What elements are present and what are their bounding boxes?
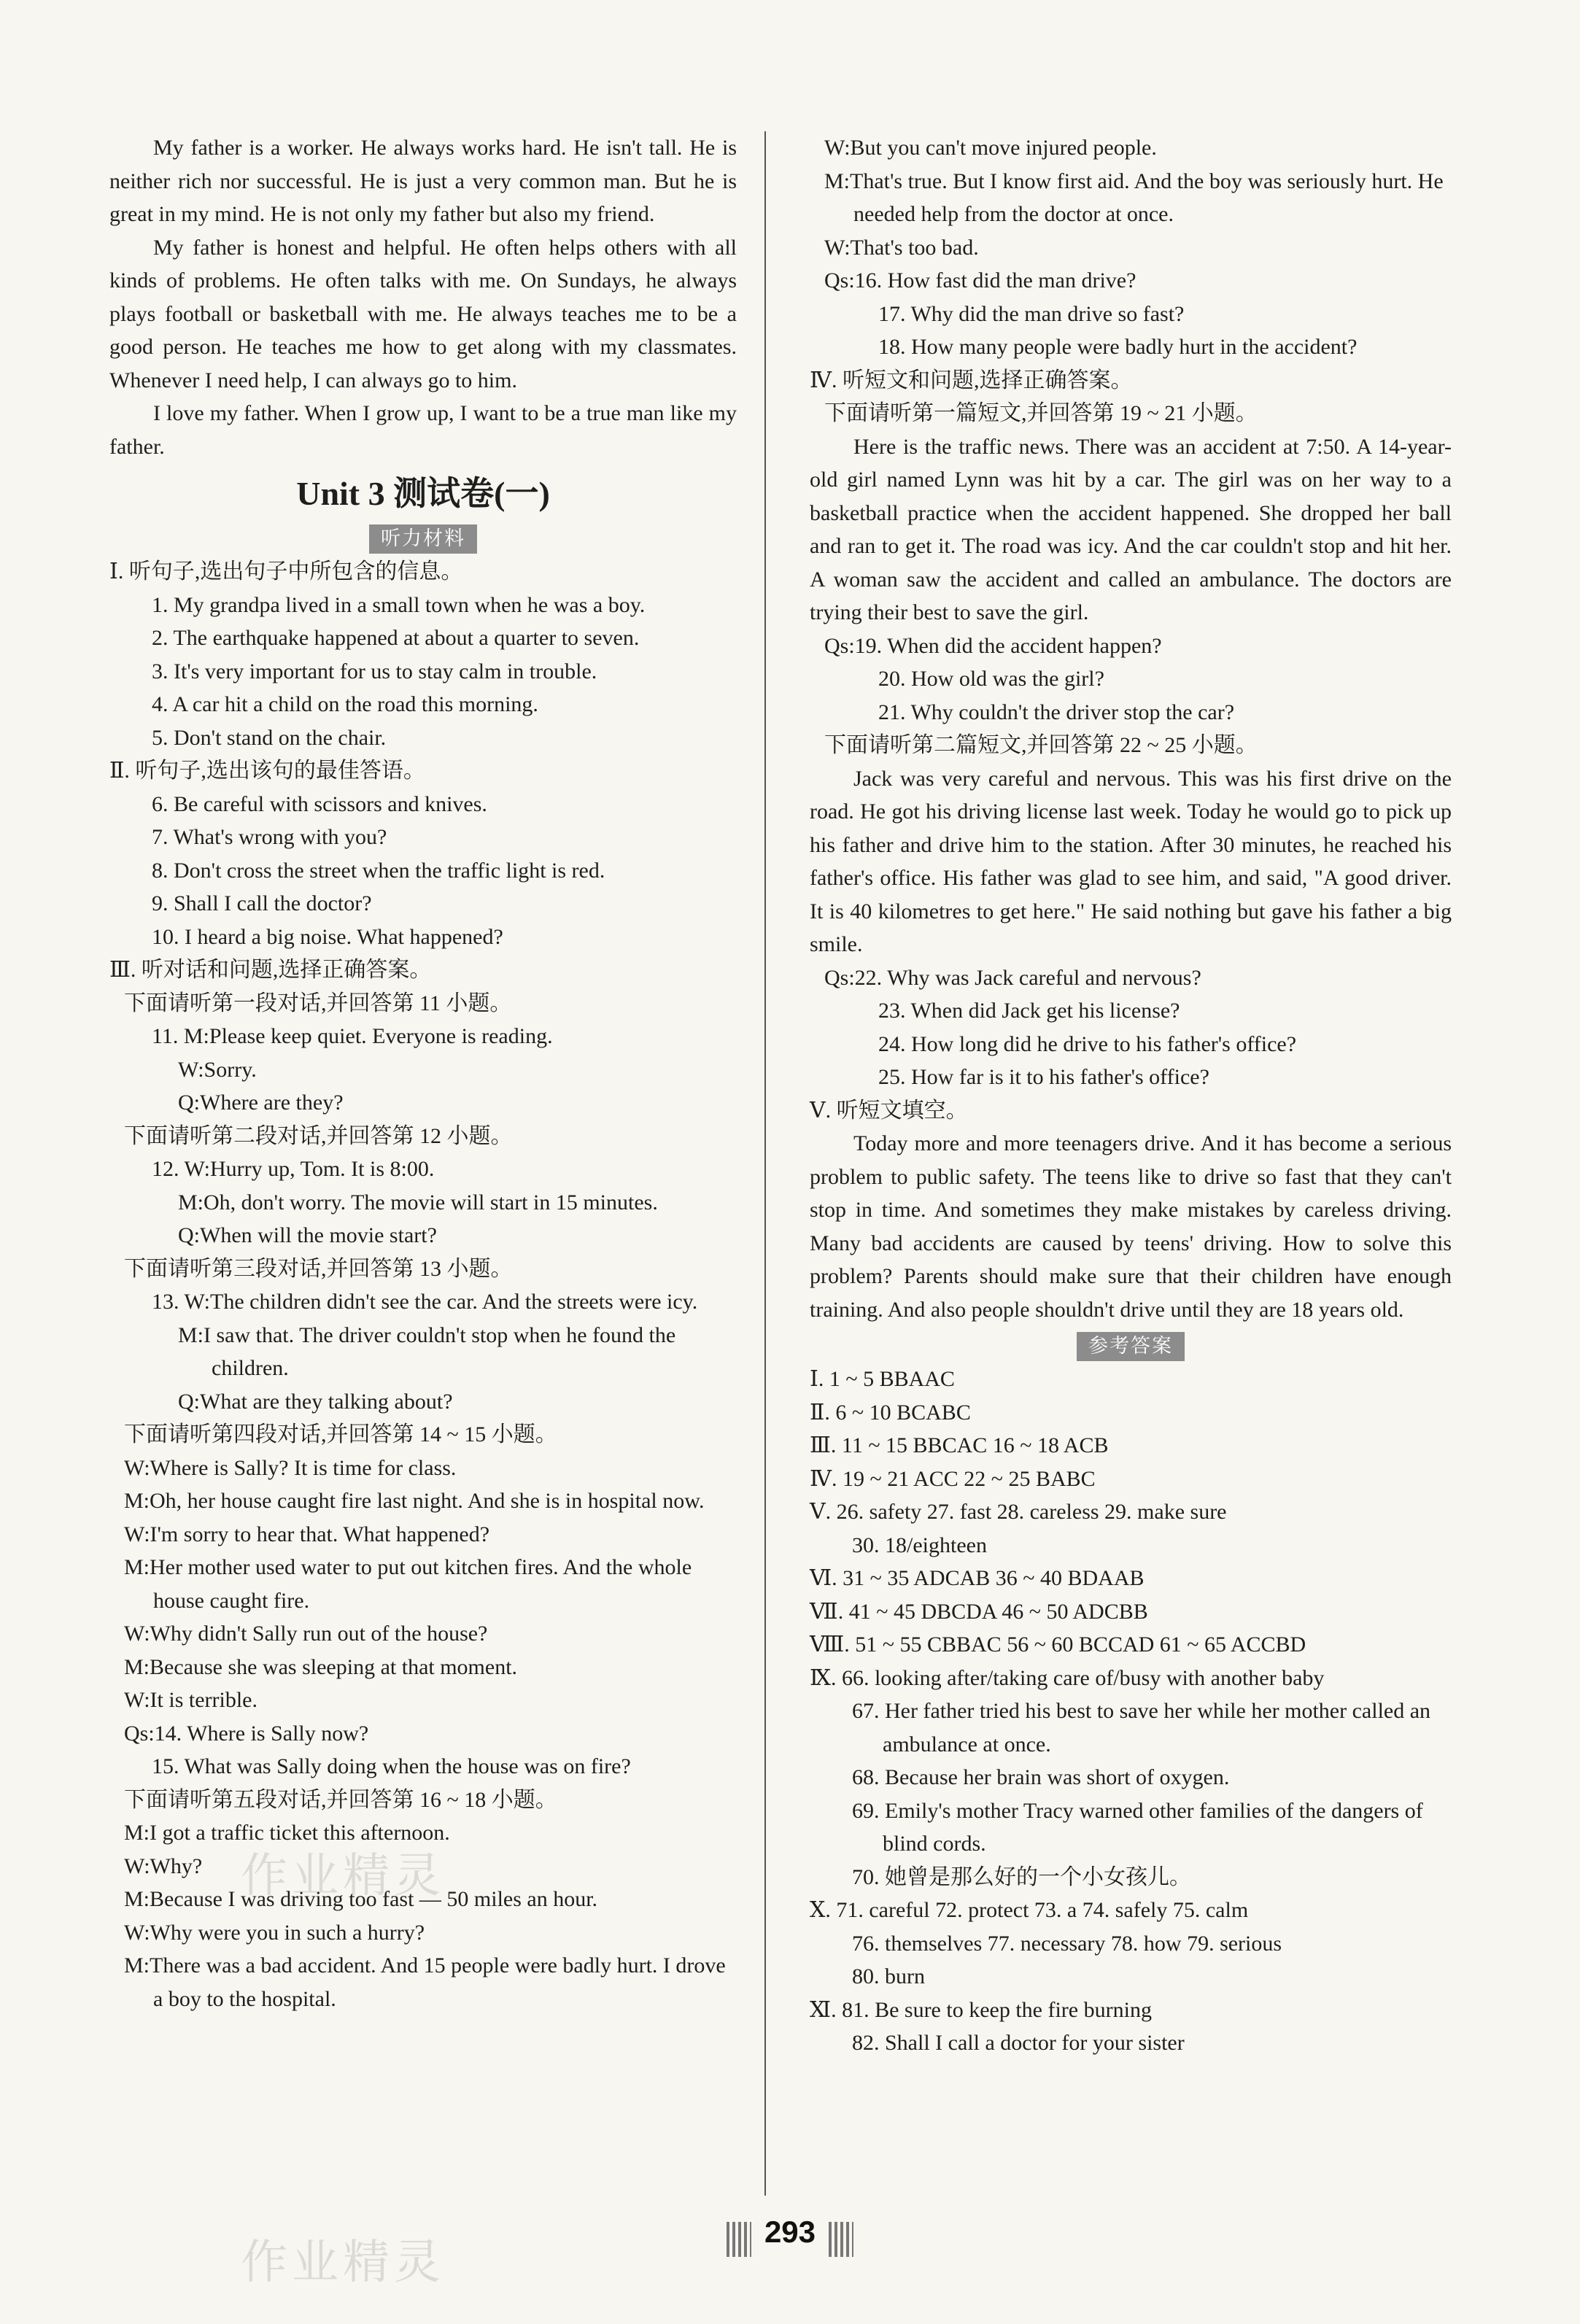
dialogue-intro: 下面请听第二段对话,并回答第 12 小题。 — [124, 1123, 513, 1148]
dialogue-line: W:Where is Sally? It is time for class. — [124, 1455, 457, 1480]
dialogue-intro: 下面请听第五段对话,并回答第 16 ~ 18 小题。 — [124, 1787, 557, 1812]
list-item: 6. Be careful with scissors and knives. — [152, 791, 487, 816]
dialogue-intro: 下面请听第四段对话,并回答第 14 ~ 15 小题。 — [124, 1422, 557, 1446]
right-column — [810, 131, 1452, 2060]
answer-line: 69. Emily's mother Tracy warned other families of the dangers of blind cords. — [852, 1798, 1423, 1856]
answer-line: Ⅳ. 19 ~ 21 ACC 22 ~ 25 BABC — [810, 1466, 1096, 1491]
dialogue-line: Q:What are they talking about? — [178, 1389, 453, 1414]
page-footer — [0, 2212, 1580, 2257]
dialogue-line: W:It is terrible. — [124, 1688, 257, 1712]
list-item: 2. The earthquake happened at about a quarter to seven. — [152, 626, 640, 650]
dialogue-line: W:Why didn't Sally run out of the house? — [124, 1622, 488, 1646]
decor-bars-left — [727, 2222, 751, 2257]
dialogue-line: M:Because she was sleeping at that moment. — [124, 1654, 518, 1679]
answer-line: Ⅸ. 66. looking after/taking care of/busy with another baby — [810, 1665, 1325, 1690]
section-heading: Ⅱ. 听句子,选出该句的最佳答语。 — [109, 759, 425, 783]
answer-line: 82. Shall I call a doctor for your sister — [852, 2031, 1185, 2055]
listening-label: 听力材料 — [369, 524, 477, 554]
answer-line: Ⅰ. 1 ~ 5 BBAAC — [810, 1367, 955, 1391]
list-item: 8. Don't cross the street when the traffic light is red. — [152, 858, 605, 883]
dialogue-intro: 下面请听第三段对话,并回答第 13 小题。 — [124, 1256, 513, 1281]
passage-text: Today more and more teenagers drive. And it has become a serious problem to public safety. The teens like to drive so fast that they can't stop in time. And sometimes they make mistakes by careless driving. Many bad accidents are caused by teens' driving. How to solve this problem? Parents should make sure that their children have enough training. And also people shouldn't drive until they are 18 years old. — [810, 1131, 1452, 1322]
dialogue-line: W:I'm sorry to hear that. What happened? — [124, 1522, 490, 1546]
unit-title: Unit 3 测试卷(一) — [296, 475, 550, 512]
passage-text: Jack was very careful and nervous. This was his first drive on the road. He got his driving license last week. Today he would go to pick up his father and drive him to the station. After 30 minutes, he reached his father's office. His father was glad to see him, and said, "A good driver. It is 40 kilometres to get here." He said nothing but gave his father a big smile. — [810, 766, 1452, 956]
question-line: 20. How old was the girl? — [878, 667, 1104, 691]
dialogue-line: 11. M:Please keep quiet. Everyone is reading. — [152, 1024, 553, 1048]
section-heading: Ⅴ. 听短文填空。 — [810, 1098, 968, 1123]
question-line: Qs:14. Where is Sally now? — [124, 1721, 369, 1746]
dialogue-line: W:Why? — [124, 1854, 203, 1878]
answer-line: Ⅹ. 71. careful 72. protect 73. a 74. safely 75. calm — [810, 1898, 1249, 1922]
answer-line: Ⅶ. 41 ~ 45 DBCDA 46 ~ 50 ADCBB — [810, 1599, 1148, 1624]
list-item: 7. What's wrong with you? — [152, 825, 387, 849]
dialogue-line: Q:When will the movie start? — [178, 1223, 437, 1247]
section-heading: Ⅰ. 听句子,选出句子中所包含的信息。 — [109, 559, 463, 584]
answer-line: 80. burn — [852, 1964, 925, 1988]
column-divider — [764, 131, 766, 2196]
question-line: 25. How far is it to his father's office? — [878, 1065, 1209, 1089]
dialogue-line: M:Oh, don't worry. The movie will start in 15 minutes. — [178, 1190, 658, 1215]
question-line: 15. What was Sally doing when the house was on fire? — [152, 1754, 631, 1778]
dialogue-line: M:Oh, her house caught fire last night. And she is in hospital now. — [124, 1489, 705, 1513]
left-column — [109, 131, 737, 2015]
section-heading: Ⅳ. 听短文和问题,选择正确答案。 — [810, 368, 1133, 392]
dialogue-line: Q:Where are they? — [178, 1091, 344, 1115]
answer-line: 76. themselves 77. necessary 78. how 79. serious — [852, 1931, 1282, 1956]
dialogue-line: M:I got a traffic ticket this afternoon. — [124, 1821, 450, 1845]
passage-text: Here is the traffic news. There was an accident at 7:50. A 14-year-old girl named Lynn was hit by a car. The girl was on her way to a basketball practice when the accident happened. She dropped her ball and ran to get it. The road was icy. And the car couldn't stop and hit her. A woman saw the accident and called an ambulance. The doctors are trying their best to save the girl. — [810, 434, 1452, 624]
decor-bars-right — [829, 2222, 853, 2257]
dialogue-line: M:That's true. But I know first aid. And the boy was seriously hurt. He needed help from the doctor at once. — [824, 169, 1444, 226]
answer-line: 68. Because her brain was short of oxygen. — [852, 1765, 1230, 1789]
watermark: 作业精灵 — [241, 2236, 445, 2290]
answer-line: 30. 18/eighteen — [852, 1533, 987, 1557]
dialogue-intro: 下面请听第一段对话,并回答第 11 小题。 — [124, 991, 512, 1015]
answer-line: Ⅺ. 81. Be sure to keep the fire burning — [810, 1997, 1152, 2022]
answer-line: Ⅵ. 31 ~ 35 ADCAB 36 ~ 40 BDAAB — [810, 1566, 1145, 1590]
dialogue-line: M:I saw that. The driver couldn't stop when he found the children. — [178, 1322, 676, 1380]
dialogue-line: 12. W:Hurry up, Tom. It is 8:00. — [152, 1157, 435, 1181]
dialogue-line: 13. W:The children didn't see the car. And the streets were icy. — [152, 1290, 698, 1314]
answer-line: Ⅲ. 11 ~ 15 BBCAC 16 ~ 18 ACB — [810, 1433, 1109, 1457]
dialogue-line: M:Her mother used water to put out kitchen fires. And the whole house caught fire. — [124, 1555, 692, 1613]
dialogue-line: M:Because I was driving too fast — 50 miles an hour. — [124, 1887, 598, 1911]
answer-line: Ⅱ. 6 ~ 10 BCABC — [810, 1400, 971, 1425]
section-heading: Ⅲ. 听对话和问题,选择正确答案。 — [109, 958, 432, 982]
list-item: 5. Don't stand on the chair. — [152, 725, 387, 750]
dialogue-line: W:That's too bad. — [824, 235, 979, 260]
answer-line: 67. Her father tried his best to save her while her mother called an ambulance at once. — [852, 1699, 1431, 1756]
list-item: 9. Shall I call the doctor? — [152, 891, 372, 915]
essay-paragraph: My father is a worker. He always works hard. He isn't tall. He is neither rich nor successful. He is just a very common man. But he is great in my mind. He is not only my father but also my friend. — [109, 136, 737, 226]
dialogue-line: W:Why were you in such a hurry? — [124, 1920, 425, 1945]
question-line: 21. Why couldn't the driver stop the car? — [878, 700, 1235, 724]
dialogue-line: W:Sorry. — [178, 1057, 257, 1082]
question-line: 17. Why did the man drive so fast? — [878, 301, 1185, 326]
list-item: 10. I heard a big noise. What happened? — [152, 924, 503, 949]
essay-paragraph: My father is honest and helpful. He often helps others with all kinds of problems. He often talks with me. On Sundays, he always plays football or basketball with me. He always teaches me to be a good person. He teaches me how to get along with my classmates. Whenever I need help, I can always go to him. — [109, 235, 737, 392]
dialogue-line: M:There was a bad accident. And 15 people were badly hurt. I drove a boy to the hospital. — [124, 1953, 726, 2011]
list-item: 4. A car hit a child on the road this morning. — [152, 692, 538, 716]
question-line: 18. How many people were badly hurt in the accident? — [878, 335, 1358, 359]
page-number: 293 — [764, 2215, 816, 2249]
dialogue-line: W:But you can't move injured people. — [824, 136, 1157, 160]
answer-line: Ⅷ. 51 ~ 55 CBBAC 56 ~ 60 BCCAD 61 ~ 65 ACCBD — [810, 1632, 1306, 1657]
question-line: 24. How long did he drive to his father's office? — [878, 1031, 1297, 1056]
answer-line: Ⅴ. 26. safety 27. fast 28. careless 29. make sure — [810, 1500, 1227, 1524]
list-item: 1. My grandpa lived in a small town when he was a boy. — [152, 592, 646, 617]
essay-paragraph: I love my father. When I grow up, I want to be a true man like my father. — [109, 401, 737, 459]
watermark: 作业精灵 — [241, 1849, 445, 1903]
question-line: 23. When did Jack get his license? — [878, 999, 1180, 1023]
answer-line: 70. 她曾是那么好的一个小女孩儿。 — [852, 1864, 1191, 1889]
question-line: Qs:16. How fast did the man drive? — [824, 268, 1136, 293]
question-line: Qs:22. Why was Jack careful and nervous? — [824, 965, 1201, 990]
list-item: 3. It's very important for us to stay calm in trouble. — [152, 659, 597, 683]
passage-intro: 下面请听第二篇短文,并回答第 22 ~ 25 小题。 — [824, 733, 1258, 757]
passage-intro: 下面请听第一篇短文,并回答第 19 ~ 21 小题。 — [824, 401, 1258, 425]
answers-label: 参考答案 — [1077, 1332, 1185, 1361]
question-line: Qs:19. When did the accident happen? — [824, 633, 1162, 658]
